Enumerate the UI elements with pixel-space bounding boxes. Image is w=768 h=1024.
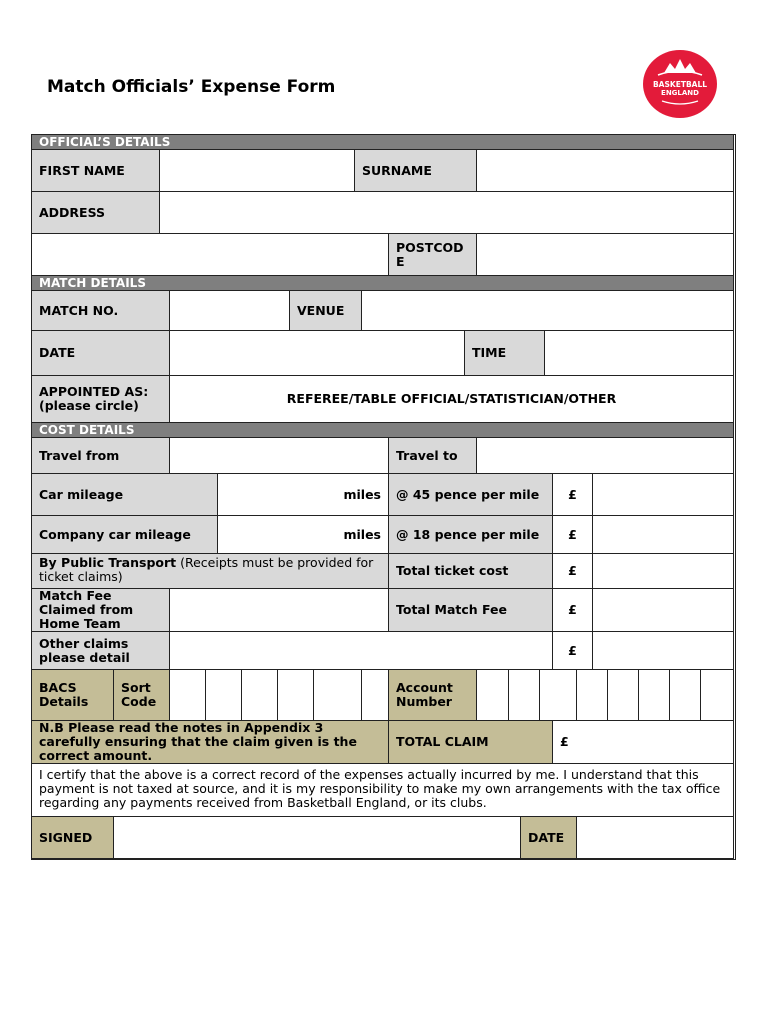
label-signed: SIGNED (32, 817, 114, 859)
label-match-no: MATCH NO. (32, 291, 170, 331)
account-text-a: Account (396, 680, 453, 695)
label-postcode (389, 234, 477, 276)
section-header-officials: OFFICIAL’S DETAILS (32, 135, 734, 150)
bacs-text-a: BACS (39, 680, 77, 695)
label-time: TIME (465, 331, 545, 376)
other-text-a: Other claims (39, 635, 129, 651)
appointed-text-a: APPOINTED AS: (39, 384, 149, 399)
other-claims-amount-field[interactable] (593, 632, 734, 670)
sign-date-field[interactable] (577, 817, 734, 859)
label-other-claims (32, 632, 170, 670)
sort-text-a: Sort (121, 680, 151, 695)
label-address: ADDRESS (32, 192, 160, 234)
certification-text: I certify that the above is a correct record of the expenses actually incurred by me. I understand that this payment is not taxed at source, and it is my responsibility to make my own arrangements with the tax office regarding any payments received from Basketball England, or its clubs. (32, 764, 734, 817)
company-miles-field[interactable]: miles (218, 516, 389, 554)
sort-code-digit[interactable] (170, 670, 206, 721)
match-no-field[interactable] (170, 291, 290, 331)
match-fee-text-c: Home Team (39, 616, 121, 631)
car-miles-field[interactable]: miles (218, 474, 389, 516)
match-fee-text-a: Match Fee (39, 589, 112, 603)
basketball-england-logo (642, 49, 718, 119)
label-sign-date: DATE (521, 817, 577, 859)
label-company-car: Company car mileage (32, 516, 218, 554)
expense-form (31, 134, 736, 860)
account-number-digit[interactable] (639, 670, 670, 721)
section-header-cost: COST DETAILS (32, 423, 734, 438)
label-travel-from: Travel from (32, 438, 170, 474)
logo-line1: BASKETBALL (652, 80, 708, 89)
date-field[interactable] (170, 331, 465, 376)
label-total-ticket: Total ticket cost (389, 554, 553, 589)
address-field[interactable] (160, 192, 734, 234)
sort-code-digit[interactable] (206, 670, 242, 721)
postcode-text-a: POSTCOD (396, 239, 464, 255)
appointed-text-b: (please circle) (39, 398, 139, 413)
address-line2-field[interactable] (32, 234, 389, 276)
label-travel-to: Travel to (389, 438, 477, 474)
sort-code-digit[interactable] (278, 670, 314, 721)
label-match-fee (32, 589, 170, 632)
label-total-claim: TOTAL CLAIM (389, 721, 553, 764)
venue-field[interactable] (362, 291, 734, 331)
pound-sign: £ (553, 554, 593, 589)
account-number-digit[interactable] (477, 670, 509, 721)
surname-field[interactable] (477, 150, 734, 192)
pound-sign: £ (553, 589, 593, 632)
account-number-digit[interactable] (577, 670, 608, 721)
pound-sign: £ (553, 516, 593, 554)
pound-sign: £ (553, 632, 593, 670)
account-number-digit[interactable] (701, 670, 734, 721)
sort-code-digit[interactable] (314, 670, 362, 721)
sort-text-b: Code (121, 694, 157, 709)
label-rate-45: @ 45 pence per mile (389, 474, 553, 516)
other-claims-field[interactable] (170, 632, 553, 670)
public-transport-note: (Receipts must be provided for ticket claims) (39, 555, 374, 584)
travel-from-field[interactable] (170, 438, 389, 474)
bacs-text-b: Details (39, 694, 89, 709)
match-fee-field[interactable] (170, 589, 389, 632)
role-options[interactable]: REFEREE/TABLE OFFICIAL/STATISTICIAN/OTHER (170, 376, 734, 423)
label-bacs (32, 670, 114, 721)
label-total-match-fee: Total Match Fee (389, 589, 553, 632)
page-title: Match Officials’ Expense Form (47, 77, 336, 97)
pound-sign: £ (553, 474, 593, 516)
first-name-field[interactable] (160, 150, 355, 192)
account-number-digit[interactable] (540, 670, 577, 721)
logo-line2: ENGLAND (661, 89, 699, 97)
public-transport-title: By Public Transport (39, 555, 177, 570)
total-claim-field[interactable]: £ (553, 721, 734, 764)
label-car-mileage: Car mileage (32, 474, 218, 516)
label-date: DATE (32, 331, 170, 376)
ticket-cost-field[interactable] (593, 554, 734, 589)
signature-field[interactable] (114, 817, 521, 859)
label-surname: SURNAME (355, 150, 477, 192)
nb-note: N.B Please read the notes in Appendix 3 carefully ensuring that the claim given is the correct amount. (32, 721, 389, 764)
label-first-name: FIRST NAME (32, 150, 160, 192)
account-number-digit[interactable] (608, 670, 639, 721)
travel-to-field[interactable] (477, 438, 734, 474)
sort-code-digit[interactable] (362, 670, 389, 721)
account-number-digit[interactable] (509, 670, 540, 721)
total-match-fee-field[interactable] (593, 589, 734, 632)
car-mileage-amount-field[interactable] (593, 474, 734, 516)
label-venue: VENUE (290, 291, 362, 331)
label-public-transport (32, 554, 389, 589)
postcode-text-b: E (396, 253, 405, 269)
label-sort-code (114, 670, 170, 721)
other-text-b: please detail (39, 649, 130, 665)
postcode-field[interactable] (477, 234, 734, 276)
time-field[interactable] (545, 331, 734, 376)
match-fee-text-b: Claimed from (39, 602, 134, 617)
account-number-digit[interactable] (670, 670, 701, 721)
sort-code-digit[interactable] (242, 670, 278, 721)
label-account-number (389, 670, 477, 721)
label-appointed-as (32, 376, 170, 423)
section-header-match: MATCH DETAILS (32, 276, 734, 291)
account-text-b: Number (396, 694, 452, 709)
company-mileage-amount-field[interactable] (593, 516, 734, 554)
label-rate-18: @ 18 pence per mile (389, 516, 553, 554)
